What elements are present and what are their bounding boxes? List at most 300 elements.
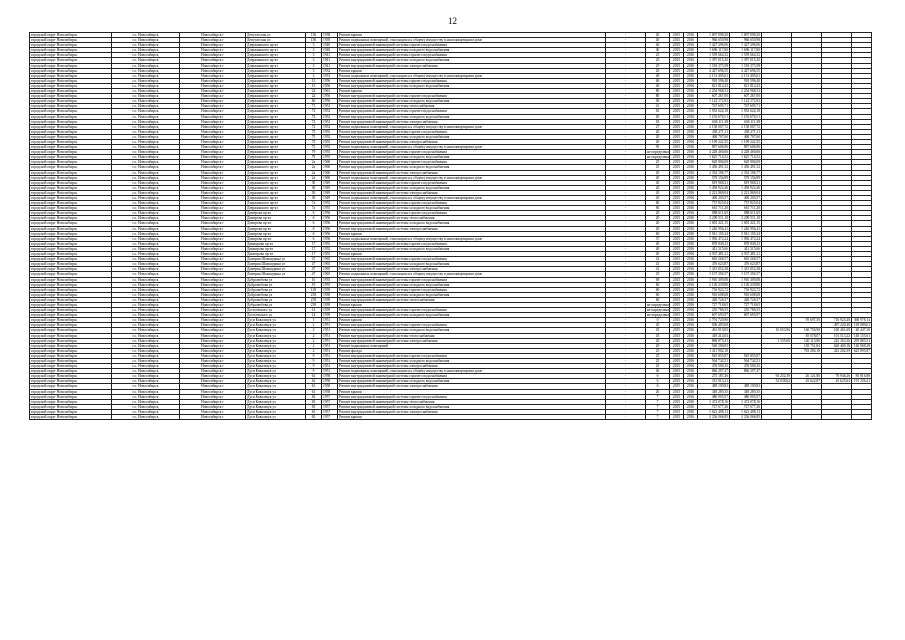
cell-work-type: Ремонт внутридомовой инженерной системы горячего водоснабжения bbox=[338, 201, 606, 206]
cell-flag: - bbox=[606, 389, 646, 394]
cell-flag: - bbox=[606, 58, 646, 63]
cell-flag: - bbox=[606, 267, 646, 272]
cell-work-type: Ремонт внутридомовой инженерной системы горячего водоснабжения bbox=[338, 53, 606, 58]
cell-total-cost: 1 056 474,24 bbox=[698, 236, 730, 241]
cell-wear-percent: 20 bbox=[646, 252, 670, 257]
cell-house: 72 bbox=[306, 124, 322, 129]
cell-total-cost: 1 518 373,58 bbox=[698, 63, 730, 68]
cell-work-type: Ремонт крыши bbox=[338, 68, 606, 73]
cell-year-start: 2015 bbox=[670, 58, 684, 63]
cell-year-end: 2016 bbox=[684, 282, 698, 287]
work-code: 1939 bbox=[322, 302, 338, 307]
cell-wear-percent: 25 bbox=[646, 364, 670, 369]
cell-total-cost: 468 707,60 bbox=[698, 134, 730, 139]
table-row bbox=[30, 145, 872, 150]
cell-street: Дмитрова пр-кт bbox=[246, 221, 306, 226]
cell-district: городской округ Новосибирск bbox=[30, 114, 112, 119]
cell-wear-percent: 60 bbox=[646, 287, 670, 292]
cell-total-cost: 1 696 117,80 bbox=[698, 48, 730, 53]
cell-city: Новосибирск г bbox=[180, 399, 246, 404]
cell-city: Новосибирск г bbox=[180, 328, 246, 333]
cell-total-cost: 476 623,87 bbox=[698, 262, 730, 267]
cell-house: 239 bbox=[306, 302, 322, 307]
cell-locality: г.о. Новосибирск bbox=[112, 185, 180, 190]
cell-wear-percent: 69 bbox=[646, 277, 670, 282]
cell-fund-cost: 2 354 196,77 bbox=[730, 170, 762, 175]
cell-fund-cost: 1 246 956,41 bbox=[730, 226, 762, 231]
cell-work-type: Ремонт внутридомовой инженерной системы холодного водоснабжения bbox=[338, 262, 606, 267]
cell-district: городской округ Новосибирск bbox=[30, 231, 112, 236]
cell-work-type: Ремонт внутридомовой инженерной системы горячего водоснабжения bbox=[338, 323, 606, 328]
cell-work-type: Ремонт внутридомовой инженерной системы горячего водоснабжения bbox=[338, 374, 606, 379]
cell-work-type: Ремонт внутридомовой инженерной системы холодного водоснабжения bbox=[338, 83, 606, 88]
cell-fund-cost: 916 608,68 bbox=[730, 292, 762, 297]
cell-city: Новосибирск г bbox=[180, 48, 246, 53]
table-row bbox=[30, 415, 872, 420]
cell-flag: - bbox=[606, 272, 646, 277]
cell-street: Дмитрова пр-кт bbox=[246, 216, 306, 221]
cell-district: городской округ Новосибирск bbox=[30, 257, 112, 262]
cell-wear-percent: 0 bbox=[646, 318, 670, 323]
cell-locality: г.о. Новосибирск bbox=[112, 379, 180, 384]
cell-house: 72 bbox=[306, 114, 322, 119]
cell-house: 9 bbox=[306, 364, 322, 369]
cell-wear-percent: 40 bbox=[646, 48, 670, 53]
cell-locality: г.о. Новосибирск bbox=[112, 196, 180, 201]
cell-district: городской округ Новосибирск bbox=[30, 145, 112, 150]
cell-district: городской округ Новосибирск bbox=[30, 48, 112, 53]
cell-work-type: Ремонт крыши bbox=[338, 231, 606, 236]
cell-total-cost: 1 791 720,90 bbox=[698, 318, 730, 323]
cell-locality: г.о. Новосибирск bbox=[112, 89, 180, 94]
cell-work-type: Ремонт внутридомовой инженерной системы электроснабжения bbox=[338, 267, 606, 272]
cell-fund-cost: 2 130 239,80 bbox=[730, 282, 762, 287]
cell-flag: - bbox=[606, 73, 646, 78]
work-code: 1939 bbox=[322, 313, 338, 318]
cell-wear-percent: 45 bbox=[646, 328, 670, 333]
cell-house: 47 bbox=[306, 267, 322, 272]
cell-wear-percent: 40 bbox=[646, 369, 670, 374]
cell-work-type: Ремонт подвальных помещений, относящихся к общему имуществу в многоквартирном доме bbox=[338, 145, 606, 150]
cell-work-type: Ремонт внутридомовой инженерной системы электроснабжения bbox=[338, 409, 606, 414]
cell-street: Дуси Ковальчук ул bbox=[246, 415, 306, 420]
cell-work-type: Ремонт внутридомовой инженерной системы горячего водоснабжения bbox=[338, 241, 606, 246]
cell-city: Новосибирск г bbox=[180, 190, 246, 195]
cell-year-start: 2015 bbox=[670, 399, 684, 404]
cell-district: городской округ Новосибирск bbox=[30, 292, 112, 297]
cell-work-type: Ремонт подвальных помещений, относящихся к общему имуществу в многоквартирном доме bbox=[338, 272, 606, 277]
work-code: 1965 bbox=[322, 257, 338, 262]
cell-wear-percent: 20 bbox=[646, 216, 670, 221]
cell-city: Новосибирск г bbox=[180, 83, 246, 88]
cell-wear-percent: 60 bbox=[646, 201, 670, 206]
cell-total-cost: 506 403,60 bbox=[698, 323, 730, 328]
cell-house: 17 bbox=[306, 246, 322, 251]
cell-flag: - bbox=[606, 277, 646, 282]
cell-street: Дмитрова пр-кт bbox=[246, 226, 306, 231]
cell-house: 3 bbox=[306, 63, 322, 68]
cell-year-end: 2016 bbox=[684, 109, 698, 114]
cell-cost-c: 626 469,18 bbox=[822, 343, 852, 348]
cell-district: городской округ Новосибирск bbox=[30, 175, 112, 180]
work-code: 1955 bbox=[322, 134, 338, 139]
cell-house: 65 bbox=[306, 415, 322, 420]
cell-total-cost: 255 786,55 bbox=[698, 308, 730, 313]
cell-work-type: Ремонт внутридомовой инженерной системы теплоснабжения bbox=[338, 216, 606, 221]
cell-year-end: 2016 bbox=[684, 53, 698, 58]
work-code: 1955 bbox=[322, 282, 338, 287]
cell-work-type: Ремонт внутридомовой инженерной системы электроснабжения bbox=[338, 63, 606, 68]
cell-year-end: 2016 bbox=[684, 389, 698, 394]
cell-city: Новосибирск г bbox=[180, 99, 246, 104]
cell-flag: - bbox=[606, 226, 646, 231]
cell-fund-cost: 1 056 474,24 bbox=[730, 236, 762, 241]
cell-city: Новосибирск г bbox=[180, 262, 246, 267]
cell-district: городской округ Новосибирск bbox=[30, 302, 112, 307]
work-code: 1955 bbox=[322, 252, 338, 257]
cell-work-type: Ремонт внутридомовой инженерной системы холодного водоснабжения bbox=[338, 48, 606, 53]
cell-flag: - bbox=[606, 399, 646, 404]
cell-district: городской округ Новосибирск bbox=[30, 389, 112, 394]
cell-house: 79 bbox=[306, 155, 322, 160]
cell-year-end: 2016 bbox=[684, 359, 698, 364]
work-code: 1951 bbox=[322, 318, 338, 323]
work-code: 1939 bbox=[322, 287, 338, 292]
cell-flag: - bbox=[606, 302, 646, 307]
work-code: 1957 bbox=[322, 394, 338, 399]
cell-wear-percent: 20 bbox=[646, 226, 670, 231]
cell-wear-percent: 40 bbox=[646, 43, 670, 48]
work-code: 1956 bbox=[322, 226, 338, 231]
cell-house: 6 bbox=[306, 231, 322, 236]
cell-total-cost: 716 923,72 bbox=[698, 287, 730, 292]
cell-street: Добролюбова ул bbox=[246, 292, 306, 297]
cell-total-cost: 1 622 498,13 bbox=[698, 409, 730, 414]
cell-city: Новосибирск г bbox=[180, 369, 246, 374]
cell-city: Новосибирск г bbox=[180, 409, 246, 414]
cell-year-start: 2015 bbox=[670, 216, 684, 221]
cell-year-end: 2016 bbox=[684, 308, 698, 313]
cell-wear-percent: 45 bbox=[646, 323, 670, 328]
cell-city: Новосибирск г bbox=[180, 109, 246, 114]
cell-locality: г.о. Новосибирск bbox=[112, 201, 180, 206]
cell-district: городской округ Новосибирск bbox=[30, 323, 112, 328]
cell-street: Дмитрия Шамшурина ул bbox=[246, 267, 306, 272]
cell-fund-cost: 1 003 421,15 bbox=[730, 221, 762, 226]
cell-work-type: Ремонт внутридомовой инженерной системы горячего водоснабжения bbox=[338, 211, 606, 216]
work-code: 1951 bbox=[322, 359, 338, 364]
cell-work-type: Ремонт внутридомовой инженерной системы горячего водоснабжения bbox=[338, 94, 606, 99]
cell-city: Новосибирск г bbox=[180, 384, 246, 389]
cell-street: Дзержинского пр-кт bbox=[246, 89, 306, 94]
cell-street: Дзержинского пр-кт bbox=[246, 94, 306, 99]
cell-year-start: 2015 bbox=[670, 180, 684, 185]
cell-street: Дзержинского пр-кт bbox=[246, 48, 306, 53]
cell-flag: - bbox=[606, 145, 646, 150]
cell-locality: г.о. Новосибирск bbox=[112, 252, 180, 257]
cell-street: Дзержинского пр-кт bbox=[246, 43, 306, 48]
cell-street: Дуси Ковальчук ул bbox=[246, 348, 306, 353]
cell-locality: г.о. Новосибирск bbox=[112, 63, 180, 68]
work-code: 1956 bbox=[322, 211, 338, 216]
cell-locality: г.о. Новосибирск bbox=[112, 313, 180, 318]
cell-year-end: 2016 bbox=[684, 160, 698, 165]
cell-wear-percent: 60 bbox=[646, 282, 670, 287]
cell-work-type: Ремонт внутридомовой инженерной системы холодного водоснабжения bbox=[338, 134, 606, 139]
cell-cost-d: 295 885,51 bbox=[852, 338, 872, 343]
cell-district: городской округ Новосибирск bbox=[30, 119, 112, 124]
cell-fund-cost: 476 623,87 bbox=[730, 262, 762, 267]
cell-district: городской округ Новосибирск bbox=[30, 374, 112, 379]
cell-total-cost: 918 596,40 bbox=[698, 78, 730, 83]
cell-flag: - bbox=[606, 282, 646, 287]
cell-district: городской округ Новосибирск bbox=[30, 359, 112, 364]
work-code: 1956 bbox=[322, 236, 338, 241]
cell-city: Новосибирск г bbox=[180, 211, 246, 216]
cell-year-end: 2016 bbox=[684, 399, 698, 404]
cell-year-end: 2016 bbox=[684, 89, 698, 94]
work-code: 1957 bbox=[322, 399, 338, 404]
cell-locality: г.о. Новосибирск bbox=[112, 277, 180, 282]
cell-year-start: 2015 bbox=[670, 313, 684, 318]
cell-fund-cost: 476 500,35 bbox=[730, 364, 762, 369]
cell-locality: г.о. Новосибирск bbox=[112, 83, 180, 88]
cell-city: Новосибирск г bbox=[180, 292, 246, 297]
cell-year-start: 2015 bbox=[670, 369, 684, 374]
cell-locality: г.о. Новосибирск bbox=[112, 139, 180, 144]
cell-locality: г.о. Новосибирск bbox=[112, 170, 180, 175]
cell-total-cost: 665 268,57 bbox=[698, 257, 730, 262]
cell-district: городской округ Новосибирск bbox=[30, 338, 112, 343]
cell-year-start: 2015 bbox=[670, 134, 684, 139]
cell-cost-d: 40 447,30 bbox=[852, 328, 872, 333]
cell-year-start: 2015 bbox=[670, 160, 684, 165]
cell-work-type: Ремонт внутридомовой инженерной системы холодного водоснабжения bbox=[338, 155, 606, 160]
cell-cost-d: 140 968,28 bbox=[852, 343, 872, 348]
cell-work-type: Ремонт внутридомовой инженерной системы горячего водоснабжения bbox=[338, 394, 606, 399]
cell-fund-cost: 4 507 481,21 bbox=[730, 252, 762, 257]
cell-wear-percent: 49 bbox=[646, 99, 670, 104]
cell-year-start: 2015 bbox=[670, 38, 684, 43]
table-body bbox=[30, 33, 872, 420]
work-code: 1961 bbox=[322, 89, 338, 94]
cell-year-end: 2016 bbox=[684, 134, 698, 139]
cell-work-type: Ремонт крыши bbox=[338, 318, 606, 323]
cell-fund-cost: 767 695,71 bbox=[730, 104, 762, 109]
cell-year-start: 2015 bbox=[670, 201, 684, 206]
cell-cost-b: 160 756,98 bbox=[792, 328, 822, 333]
cell-fund-cost: 1 456 491,52 bbox=[730, 165, 762, 170]
cell-street: Дуси Ковальчук ул bbox=[246, 399, 306, 404]
cell-fund-cost: 420 726,57 bbox=[730, 297, 762, 302]
cell-fund-cost: 661 711,20 bbox=[730, 206, 762, 211]
cell-house: 3 bbox=[306, 53, 322, 58]
cell-flag: - bbox=[606, 384, 646, 389]
cell-fund-cost: 1 472 078,16 bbox=[730, 399, 762, 404]
cell-year-start: 2015 bbox=[670, 33, 684, 38]
cell-wear-percent: 20 bbox=[646, 221, 670, 226]
work-code: 1957 bbox=[322, 415, 338, 420]
cell-street: Дзержинского пр-кт bbox=[246, 104, 306, 109]
cell-fund-cost: 918 596,40 bbox=[730, 78, 762, 83]
cell-total-cost: 2 209 511,10 bbox=[698, 216, 730, 221]
cell-flag: - bbox=[606, 343, 646, 348]
cell-street: Добролюбова ул bbox=[246, 282, 306, 287]
cell-year-end: 2016 bbox=[684, 190, 698, 195]
cell-street: Дзержинского пр-кт bbox=[246, 124, 306, 129]
cell-wear-percent: 6 bbox=[646, 379, 670, 384]
cell-street: Дуси Ковальчук ул bbox=[246, 369, 306, 374]
cell-flag: - bbox=[606, 190, 646, 195]
cell-work-type: Ремонт фасада bbox=[338, 348, 606, 353]
cell-work-type: Ремонт внутридомовой инженерной системы теплоснабжения bbox=[338, 104, 606, 109]
cell-house: 15 bbox=[306, 78, 322, 83]
cell-work-type: Ремонт внутридомовой инженерной системы холодного водоснабжения bbox=[338, 379, 606, 384]
cell-work-type: Ремонт внутридомовой инженерной системы электроснабжения bbox=[338, 119, 606, 124]
cell-year-start: 2015 bbox=[670, 63, 684, 68]
cell-total-cost: 461 919,05 bbox=[698, 328, 730, 333]
cell-locality: г.о. Новосибирск bbox=[112, 333, 180, 338]
cell-street: Дмитрова пр-кт bbox=[246, 231, 306, 236]
cell-locality: г.о. Новосибирск bbox=[112, 226, 180, 231]
cell-locality: г.о. Новосибирск bbox=[112, 359, 180, 364]
cell-cost-b: 95 697,50 bbox=[792, 318, 822, 323]
cell-year-end: 2016 bbox=[684, 277, 698, 282]
cell-year-start: 2015 bbox=[670, 364, 684, 369]
cell-year-end: 2016 bbox=[684, 129, 698, 134]
cell-year-end: 2016 bbox=[684, 165, 698, 170]
cell-fund-cost: 2 151 405,61 bbox=[730, 73, 762, 78]
cell-cost-b bbox=[792, 415, 822, 420]
cell-year-start: 2015 bbox=[670, 139, 684, 144]
cell-wear-percent: 65 bbox=[646, 119, 670, 124]
cell-house: 2 bbox=[306, 348, 322, 353]
cell-work-type: Ремонт внутридомовой инженерной системы электроснабжения bbox=[338, 384, 606, 389]
work-code: 1960 bbox=[322, 165, 338, 170]
cell-flag: - bbox=[606, 236, 646, 241]
cell-year-end: 2016 bbox=[684, 155, 698, 160]
cell-flag: - bbox=[606, 119, 646, 124]
cell-fund-cost: 1 625 716,52 bbox=[730, 155, 762, 160]
cell-fund-cost: 888 611,65 bbox=[730, 211, 762, 216]
cell-city: Новосибирск г bbox=[180, 404, 246, 409]
cell-wear-percent: 7 bbox=[646, 404, 670, 409]
cell-work-type: Ремонт внутридомовой инженерной системы электроснабжения bbox=[338, 226, 606, 231]
cell-flag: - bbox=[606, 318, 646, 323]
cell-total-cost: 564 742,51 bbox=[698, 359, 730, 364]
cell-house: 6 bbox=[306, 216, 322, 221]
cell-year-start: 2015 bbox=[670, 328, 684, 333]
cell-fund-cost: 606 111,38 bbox=[730, 119, 762, 124]
cell-work-type: Ремонт внутридомовой инженерной системы горячего водоснабжения bbox=[338, 150, 606, 155]
cell-total-cost: 897 606,96 bbox=[698, 145, 730, 150]
cell-city: Новосибирск г bbox=[180, 89, 246, 94]
cell-fund-cost: 2 236 066,85 bbox=[730, 415, 762, 420]
cell-house: 3 bbox=[306, 73, 322, 78]
cell-fund-cost: 821 814,43 bbox=[730, 83, 762, 88]
cell-district: городской округ Новосибирск bbox=[30, 99, 112, 104]
cell-street: Дуси Ковальчук ул bbox=[246, 394, 306, 399]
cell-total-cost: 486 905,97 bbox=[698, 394, 730, 399]
work-code: 1955 bbox=[322, 150, 338, 155]
cell-year-start: 2015 bbox=[670, 109, 684, 114]
cell-year-start: 2015 bbox=[670, 415, 684, 420]
cell-city: Новосибирск г bbox=[180, 216, 246, 221]
cell-locality: г.о. Новосибирск bbox=[112, 241, 180, 246]
cell-total-cost: 628 806,09 bbox=[698, 160, 730, 165]
cell-flag: - bbox=[606, 257, 646, 262]
cell-year-end: 2016 bbox=[684, 104, 698, 109]
cell-work-type: Ремонт крыши bbox=[338, 302, 606, 307]
cell-district: городской округ Новосибирск bbox=[30, 348, 112, 353]
cell-total-cost: 349 285,35 bbox=[698, 389, 730, 394]
cell-street: Дуси Ковальчук ул bbox=[246, 333, 306, 338]
cell-locality: г.о. Новосибирск bbox=[112, 236, 180, 241]
cell-city: Новосибирск г bbox=[180, 241, 246, 246]
cell-city: Новосибирск г bbox=[180, 297, 246, 302]
cell-city: Новосибирск г bbox=[180, 155, 246, 160]
cell-year-start: 2015 bbox=[670, 196, 684, 201]
cell-total-cost: 606 111,38 bbox=[698, 119, 730, 124]
cell-cost-d: 625 895,87 bbox=[852, 348, 872, 353]
cell-wear-percent: 45 bbox=[646, 185, 670, 190]
cell-cost-b: 45 622,87 bbox=[792, 379, 822, 384]
cell-locality: г.о. Новосибирск bbox=[112, 190, 180, 195]
cell-total-cost: 878 849,23 bbox=[698, 241, 730, 246]
cell-district: городской округ Новосибирск bbox=[30, 384, 112, 389]
cell-cost-a: 52 038,62 bbox=[762, 379, 792, 384]
cell-flag: - bbox=[606, 221, 646, 226]
cell-year-start: 2015 bbox=[670, 246, 684, 251]
cell-year-end: 2016 bbox=[684, 33, 698, 38]
cell-cost-a: 94 252,39 bbox=[762, 374, 792, 379]
cell-year-end: 2016 bbox=[684, 119, 698, 124]
cell-fund-cost: 966 650,98 bbox=[730, 38, 762, 43]
cell-street: Дзержинского пр-кт bbox=[246, 119, 306, 124]
cell-street: Дмитрова пр-кт bbox=[246, 211, 306, 216]
cell-district: городской округ Новосибирск bbox=[30, 58, 112, 63]
cell-house: 65 bbox=[306, 394, 322, 399]
cell-work-type: Ремонт внутридомовой инженерной системы горячего водоснабжения bbox=[338, 109, 606, 114]
cell-city: Новосибирск г bbox=[180, 313, 246, 318]
cell-total-cost: 2 221 869,04 bbox=[698, 190, 730, 195]
cell-total-cost: 4 507 481,21 bbox=[698, 252, 730, 257]
cell-city: Новосибирск г bbox=[180, 58, 246, 63]
cell-flag: - bbox=[606, 252, 646, 257]
cell-city: Новосибирск г bbox=[180, 338, 246, 343]
cell-street: Дзержинского пр-кт bbox=[246, 180, 306, 185]
cell-wear-percent: 7 bbox=[646, 409, 670, 414]
cell-year-end: 2016 bbox=[684, 323, 698, 328]
cell-street: Дзержинского пр-кт bbox=[246, 165, 306, 170]
work-code: 1940 bbox=[322, 43, 338, 48]
cell-wear-percent: 45 bbox=[646, 333, 670, 338]
cell-house: 61 bbox=[306, 374, 322, 379]
cell-district: городской округ Новосибирск bbox=[30, 236, 112, 241]
cell-house: 7а bbox=[306, 206, 322, 211]
work-code: 1956 bbox=[322, 216, 338, 221]
cell-street: Дуси Ковальчук ул bbox=[246, 379, 306, 384]
cell-house: 19 bbox=[306, 282, 322, 287]
cell-city: Новосибирск г bbox=[180, 323, 246, 328]
cell-street: Дуси Ковальчук ул bbox=[246, 328, 306, 333]
cell-district: городской округ Новосибирск bbox=[30, 252, 112, 257]
cell-city: Новосибирск г bbox=[180, 134, 246, 139]
cell-year-start: 2015 bbox=[670, 99, 684, 104]
cell-house: 2а bbox=[306, 165, 322, 170]
cell-wear-percent: не определена bbox=[647, 155, 669, 160]
work-code: 1955 bbox=[322, 241, 338, 246]
